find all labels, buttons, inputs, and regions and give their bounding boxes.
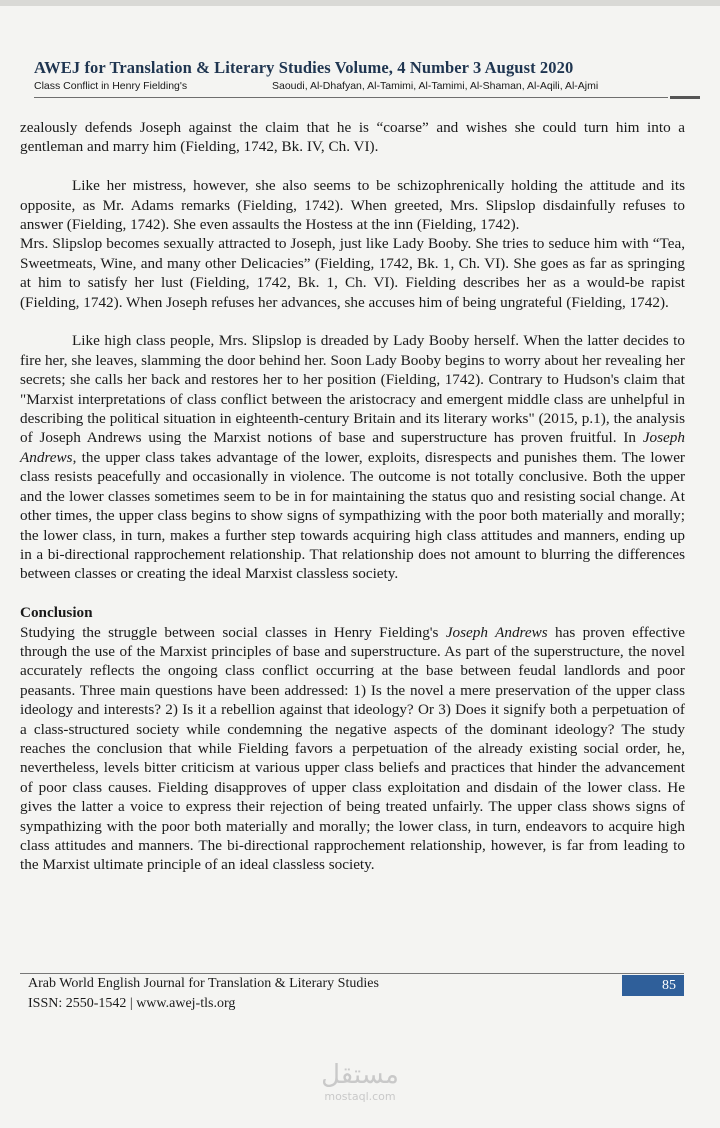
paragraph-conclusion <box>20 623 685 875</box>
paragraph-text: has proven effective through the use of the Marxist principles of base and superstructure. As part of the superstructure, the novel accurately reflects the ongoing class conflict occurring at the base between feudal landlords and poor peasants. Three main questions have been addressed: 1) Is the novel a mere preservation of the upper class ideology and interests? 2) Is it a rebellion against that ideology? Or 3) Does it signify both a perpetuation of a class-structured society while condemning the negative aspects of the dominant ideology? The study reaches the conclusion that while Fielding favors a perpetuation of the already existing social order, he, nevertheless, levels bitter criticism at various upper class beliefs and practices that hinder the advancement of poor class causes. Fielding disapproves of upper class exploitation and disdain of the lower class. He gives the latter a voice to express their rejection of being treated unfairly. The upper class shows signs of sympathizing with the poor both materially and morally; the lower class, in turn, endeavors to acquire high class attitudes and manners. The bi-directional rapprochement relationship, however, is far from leading to the Marxist ultimate principle of an ideal classless society. <box>20 623 686 874</box>
article-body <box>20 118 685 875</box>
paragraph-text: Like high class people, Mrs. Slipslop is dreaded by Lady Booby herself. When the latter decides to fire her, she leaves, slamming the door behind her. Soon Lady Booby begins to worry about her revealing her secrets; she calls her back and restores her to her position (Fielding, 1742). Contrary to Hudson's claim that "Marxist interpretations of class conflict between the aristocracy and emergent middle class are unhelpful in describing the political situation in eighteenth-century Britain and its literary works" (2015, p.1), the analysis of Joseph Andrews using the Marxist notions of base and superstructure has proven fruitful. In <box>20 332 685 447</box>
header-rule <box>34 97 668 98</box>
paragraph-text: , the upper class takes advantage of the lower, exploits, disrespects and punishes them. The lower class resists peacefully and occasionally in violence. The outcome is not totally conclusive. Both the upper and the lower classes sometimes seem to be in for maintaining the status quo and resisting social change. At other times, the upper class begins to show signs of sympathizing with the poor both materially and morally; the lower class, in turn, makes a further step towards acquiring high class attitudes and manners, ending up in a bi-directional rapprochement relationship. That relationship does not amount to blurring the differences between classes or creating the ideal Marxist classless society. <box>20 448 685 583</box>
novel-title: Joseph Andrews <box>20 429 685 466</box>
paragraph-continuation: zealously defends Joseph against the claim that he is “coarse” and wishes she could turn him into a gentleman and marry him (Fielding, 1742, Bk. IV, Ch. VI). <box>20 119 685 156</box>
paragraph-text: Studying the struggle between social classes in Henry Fielding's <box>20 623 446 641</box>
watermark-latin: mostaql.com <box>324 1090 396 1103</box>
paragraph-high-class <box>20 331 685 583</box>
footer-issn: ISSN: 2550-1542 | www.awej-tls.org <box>28 996 236 1011</box>
header-rule-mark <box>670 96 700 99</box>
paragraph-slipslop: Mrs. Slipslop becomes sexually attracted to Joseph, just like Lady Booby. She tries to seduce him with “Tea, Sweetmeats, Wine, and many other Delicacies” (Fielding, 1742, Bk. 1, Ch. VI). She goes as far as springing at him to satisfy her lust (Fielding, 1742, Bk. 1, Ch. VI). Fielding describes her as a would-be rapist (Fielding, 1742). When Joseph refuses her advances, she accuses him of being ungrateful (Fielding, 1742). <box>20 235 685 311</box>
watermark-arabic: مستقل <box>321 1060 399 1090</box>
running-title: Class Conflict in Henry Fielding's <box>34 80 188 92</box>
watermark-logo <box>300 1060 420 1108</box>
paragraph-mistress: Like her mistress, however, she also seems to be schizophrenically holding the attitude and its opposite, as Mr. Adams remarks (Fielding, 1742). When greeted, Mrs. Slipslop disdainfully refuses to answer (Fielding, 1742). She even assaults the Hostess at the inn (Fielding, 1742). <box>20 177 685 234</box>
footer-rule <box>20 973 684 974</box>
conclusion-heading: Conclusion <box>20 604 93 622</box>
page-top-edge <box>0 0 720 6</box>
page-number: 85 <box>622 975 684 996</box>
novel-title: Joseph Andrews <box>445 623 548 641</box>
footer-journal-name: Arab World English Journal for Translation & Literary Studies <box>28 976 379 991</box>
journal-title: AWEJ for Translation & Literary Studies Volume, 4 Number 3 August 2020 <box>34 58 574 77</box>
author-list: Saoudi, Al-Dhafyan, Al-Tamimi, Al-Tamimi, Al-Shaman, Al-Aqili, Al-Ajmi <box>272 80 599 92</box>
